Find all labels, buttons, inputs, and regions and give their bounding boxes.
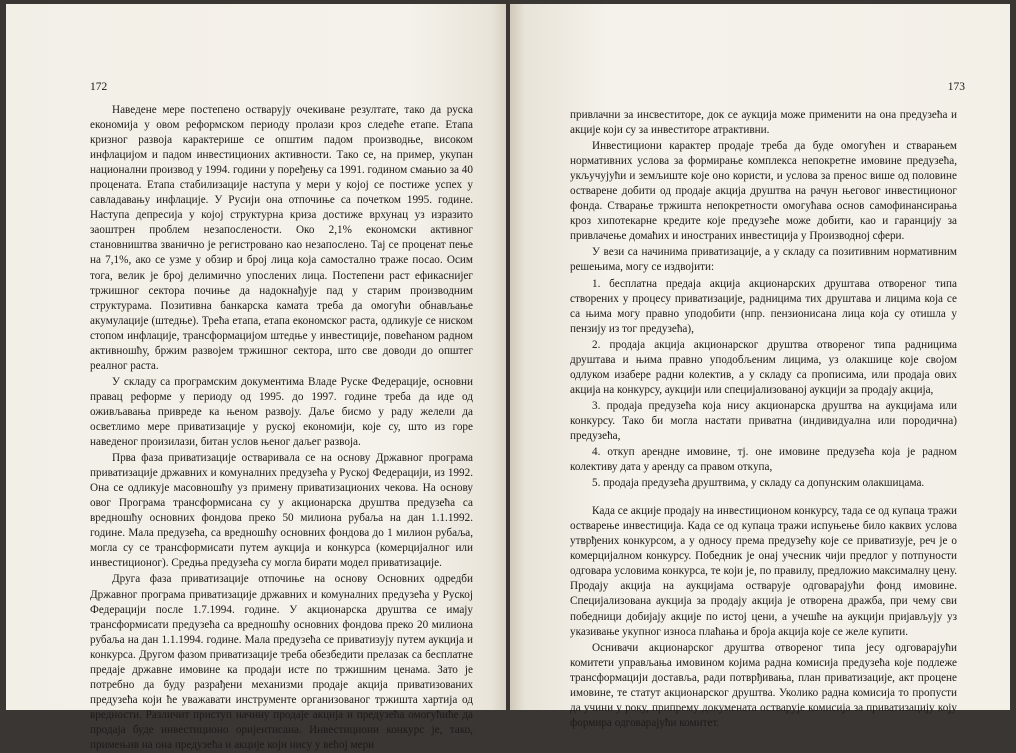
- paragraph: Оснивачи акционарског друштва отвореног типа јесу одговарајући комитети управљања имовином којима радна комисија предузећа које подлеже трансформацији доставља, ради потврђивања, план приватизације, акт процене имовине, те статут акционарског друштва. Уколико радна комисија то пропусти да учини у року, припрему докумената остварује комисија за приватизацију коју формира одговарајући комитет.: [570, 641, 957, 729]
- list-item: 3. продаја предузећа која нису акционарска друштва на аукцијама или конкурсу. Тако би могла настати приватна (индивидуална или породична) предузећа,: [570, 399, 957, 442]
- paragraph: У вези са начинима приватизације, а у складу са позитивним нормативним решењима, могу се издвојити:: [570, 246, 957, 274]
- paragraph: Када се акције продају на инвестиционом конкурсу, тада се од купаца тражи остварење инвестиција. Када се од купаца тражи испуњење било каквих услова утврђених конкурсом, а у односу према предузећу које се приватизује, реч је о комерцијалном конкурсу. Победник је онај учесник чији предлог у потпуности одговара условима конкурса, те који је, по правилу, предложио максималну цену. Продају акција на аукцијама остварује одговарајући фонд имовине. Специјализована аукција за продају акција је отворена дражба, при чему сви победници добијају акције по истој цени, а учешће на аукцији пријављују уз указивање укупног износа плаћања и броја акција које се желе купити.: [570, 505, 957, 638]
- list-item: 5. продаја предузећа друштвима, у складу са допунским олакшицама.: [592, 477, 925, 490]
- list-item: 4. откуп арендне имовине, тј. оне имовине предузећа која је радном колективу дата у аренду са правом откупа,: [570, 446, 957, 474]
- right-page-text: [570, 108, 957, 731]
- list-item: 2. продаја акција акционарског друштва отвореног типа радницима друштава и њима правно уподобљеним лицима, уз олакшице које својом одлуком изабере радни колектив, а у складу са прописима, или продаја ових акција на конкурсу, аукцији или специјализованој аукцији за продају акција,: [570, 338, 957, 396]
- left-page-text: [90, 103, 473, 753]
- paragraph: Друга фаза приватизације отпочиње на основу Основних одредби Државног програма приватизације државних и комуналних предузећа у Руској Федерацији после 1.7.1994. године. У акционарска друштва се имају трансформисати предузећа са вредношћу основних фондова преко 20 милиона рубаља на дан 1.1.1994. године. Мала предузећа се приватизују путем аукција и конкурса. Другом фазом приватизације треба обезбедити прелазак са бесплатне предаје државне имовине ка продаји исте по тржишним ценама. Зато је потребно да буду разрађени механизми продаје акција приватизованих предузећа који ће уважавати инструменте организованог тржишта хартија од вредности. Различит приступ начину продаје акција и предузећа омогућиће да продаја буде инвестиционо оријентисана. Инвестициони конкурс је, тако, примењив на она предузећа и акције који нису у већој мери: [90, 573, 473, 751]
- left-page: [6, 4, 506, 751]
- paragraph: Наведене мере постепено остварују очекиване резултате, тако да руска економија у овом реформском периоду пролази кроз следеће етапе. Етапа кризног развоја карактерише се општим падом производње, високом инфлацијом и падом инвестиционих активности. Тако се, на пример, укупан национални производ у 1994. години у поређењу са 1991. годином смањио за 40 процената. Етапа стабилизације наступа у мери у којој се постиже успех у савладавању инфлације. У Русији она отпочиње са почетком 1995. године. Наступа депресија у којој структурна криза достиже врхунац уз изразито заоштрен проблем незапослености. Око 2,1% економски активног становништва званично је регистровано као незапослено. Тај се проценат пење на 7,1%, ако се узме у обзир и број лица која самостално траже посао. Осим тога, велик је број делимично упослених лица. Постепени раст ефикаснијег тржишног сектора почиње да надокнађује пад у старим производним структурама. Позитивна банкарска камата треба да омогући обнављање акумулације (штедње). Трећа етапа, етапа економског раста, одликује се ниском стопом инфлације, трансформацијом штедње у инвестиције, повећаном радном активношћу, бржим развојем тржишног сектора, што све доводи до општег реалног раста.: [90, 104, 473, 372]
- paragraph: Инвестициони карактер продаје треба да буде омогућен и стварањем нормативних услова за формирање комплекса непокретне имовине предузећа, укључујући и земљиште које оно користи, и услова за пренос више од половине остварене добити од продаје акција друштва на рачун његовог инвестиционог фонда. Стварање тржишта непокретности омогућава основ самофинансирања кроз хипотекарне кредите које предузеће може добити, као и гаранцију за привлачење домаћих и иностраних инвестиција у Производној сфери.: [570, 140, 957, 243]
- paragraph: Прва фаза приватизације остваривала се на основу Државног програма приватизације државних и комуналних предузећа у Руској Федерацији, из 1992. Она се одликује масовношћу уз примену приватизационих чекова. На основу овог Програма трансформисана су у акционарска друштва предузећа са вредношћу основних фондова преко 50 милиона рубаља на дан 1.1.1992. године. Мала предузећа, са вредношћу основних фондова до 1 милион рубаља, могла су се трансформисати путем аукција и конкурса (комерцијалног или инвестиционог). Средња предузећа су могла бирати модел приватизације.: [90, 452, 473, 570]
- paragraph: привлачни за инсвеститоре, док се аукција може применити на она предузећа и акције који су за инвеститоре атрактивни.: [570, 109, 957, 137]
- right-page: [510, 4, 1010, 729]
- page-number-right: 173: [947, 81, 965, 93]
- paragraph: У складу са програмским документима Владе Руске Федерације, основни правац реформе у периоду од 1995. до 1997. године треба да иде од оживљавања привреде ка њеном развоју. Даље бисмо у раду желели да осветлимо мере приватизације у руској економији, које су, што из горе наведеног произилази, битан услов њеног даљег развоја.: [90, 375, 473, 449]
- list-item: 1. бесплатна предаја акција акционарских друштава отвореног типа створених у процесу приватизације, радницима тих друштава и лицима која се са њима могу правно уподобити (нпр. пензионисана лица која су отишла у пензију из тог предузећа),: [570, 277, 957, 335]
- page-number-left: 172: [90, 81, 108, 93]
